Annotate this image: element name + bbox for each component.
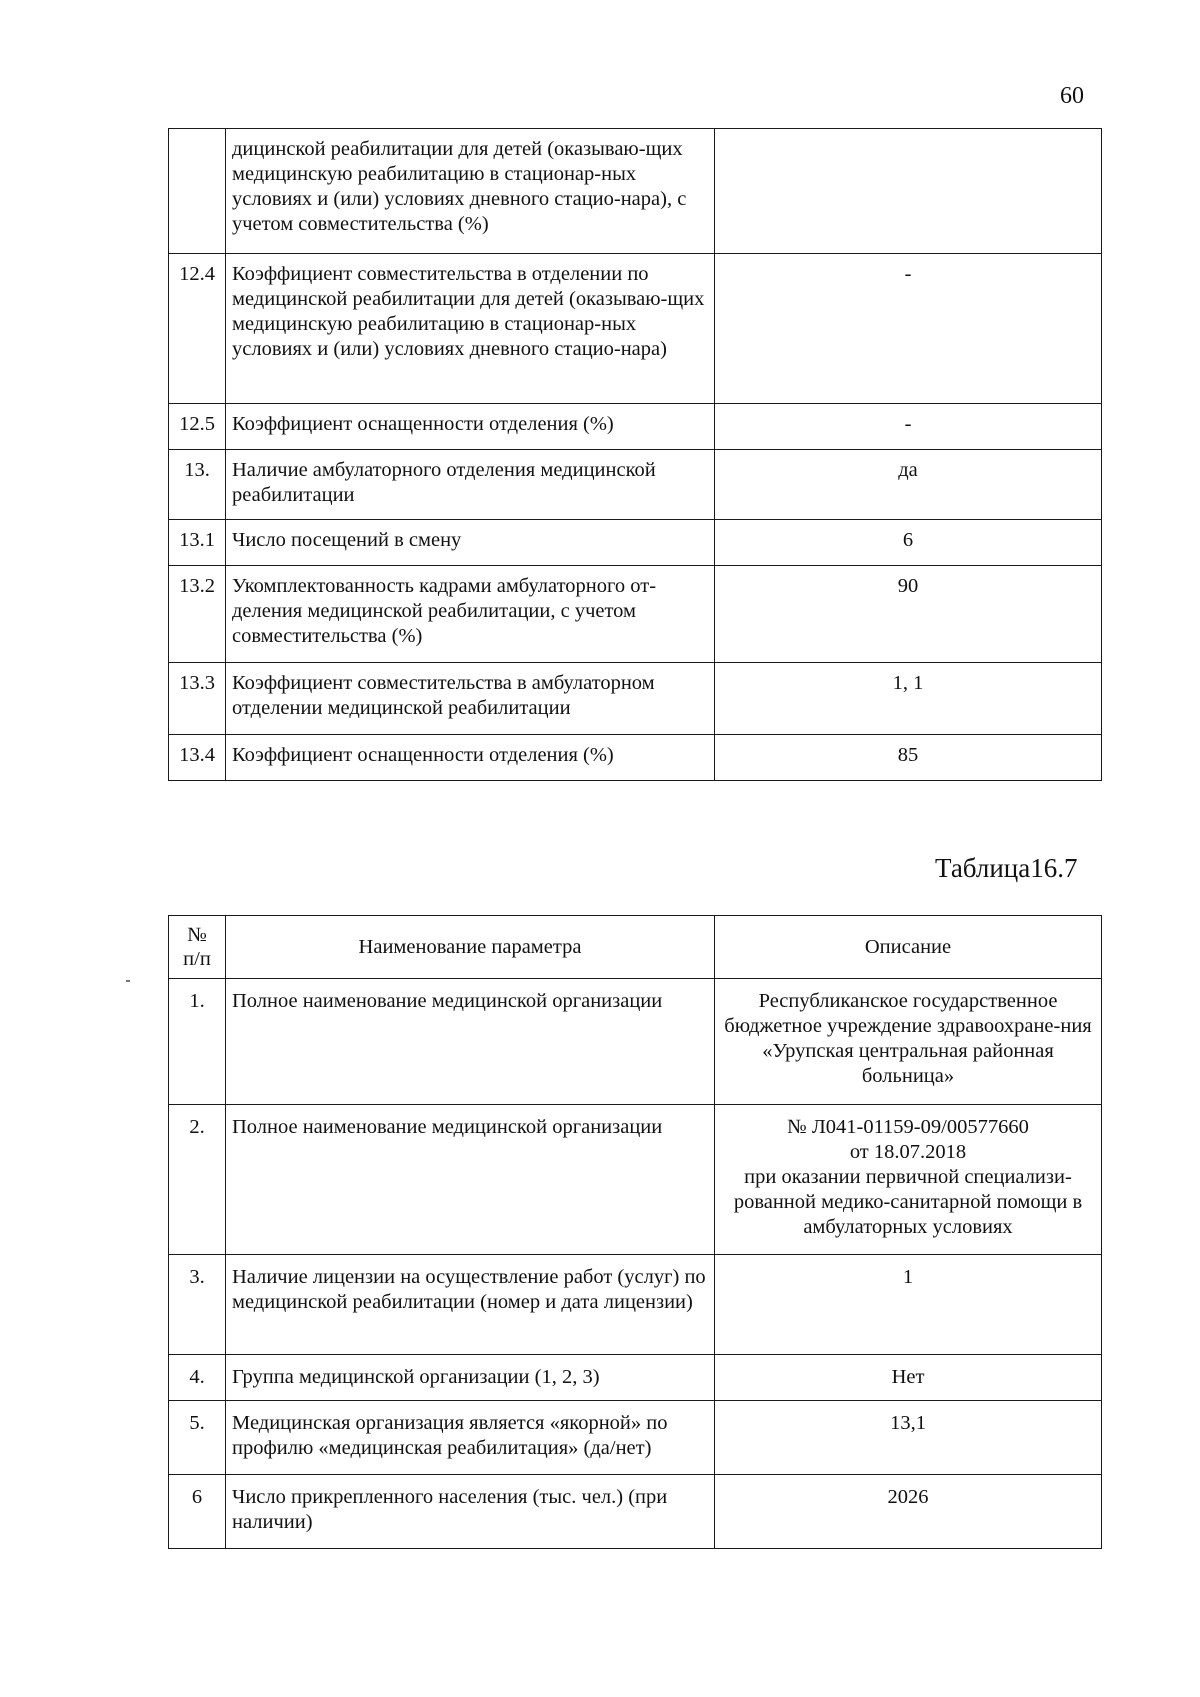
parameter-value: 13,1 (715, 1401, 1102, 1475)
row-number: 13.4 (169, 735, 226, 781)
parameter-value: 1 (715, 1255, 1102, 1355)
parameter-value: 6 (715, 520, 1102, 566)
parameter-name: Коэффициент оснащенности отделения (%) (226, 404, 715, 450)
parameter-value: Нет (715, 1355, 1102, 1401)
license-date: от 18.07.2018 (849, 1141, 967, 1163)
parameter-name: Коэффициент совместительства в амбулаторном отделении медицинской реабилитации (226, 663, 715, 735)
parameter-name: Полное наименование медицинской организации (226, 1105, 715, 1255)
parameter-name: дицинской реабилитации для детей (оказываю-щих медицинскую реабилитацию в стационар-ных условиях и (или) условиях дневного стацио-нара), с учетом совместительства (%) (226, 129, 715, 254)
parameter-value (715, 129, 1102, 254)
parameter-value: - (715, 254, 1102, 404)
row-number (169, 129, 226, 254)
parameter-name: Укомплектованность кадрами амбулаторного от-деления медицинской реабилитации, с учетом совместительства (%) (226, 566, 715, 663)
table-row (169, 735, 1102, 781)
table-row (169, 566, 1102, 663)
table-row (169, 1475, 1102, 1549)
row-number: 12.5 (169, 404, 226, 450)
table-header-row (169, 916, 1102, 979)
parameter-value (715, 1105, 1102, 1255)
column-header-number (169, 916, 226, 979)
parameter-value: 90 (715, 566, 1102, 663)
row-number: 1. (169, 979, 226, 1105)
header-item-abbrev: п/п (183, 948, 211, 970)
table-row (169, 129, 1102, 254)
column-header-parameter: Наименование параметра (226, 916, 715, 979)
table-caption: Таблица16.7 (935, 853, 1078, 883)
column-header-description: Описание (715, 916, 1102, 979)
continued-parameters-table (168, 128, 1102, 781)
table-row (169, 404, 1102, 450)
row-number: 13.2 (169, 566, 226, 663)
row-number: 2. (169, 1105, 226, 1255)
row-number: 5. (169, 1401, 226, 1475)
parameter-name: Коэффициент оснащенности отделения (%) (226, 735, 715, 781)
parameter-name: Наличие амбулаторного отделения медицинской реабилитации (226, 450, 715, 520)
row-number: 13.3 (169, 663, 226, 735)
parameter-name: Группа медицинской организации (1, 2, 3) (226, 1355, 715, 1401)
parameter-name: Число прикрепленного населения (тыс. чел.) (при наличии) (226, 1475, 715, 1549)
table-row (169, 450, 1102, 520)
parameter-name: Коэффициент совместительства в отделении по медицинской реабилитации для детей (оказываю-щих медицинскую реабилитацию в стационар-ных условиях и (или) условиях дневного стацио-нара) (226, 254, 715, 404)
table-row (169, 1401, 1102, 1475)
parameter-name: Наличие лицензии на осуществление работ (услуг) по медицинской реабилитации (номер и дата лицензии) (226, 1255, 715, 1355)
table-row (169, 663, 1102, 735)
table-row (169, 1255, 1102, 1355)
table-row (169, 979, 1102, 1105)
table-row (169, 1105, 1102, 1255)
table-row (169, 520, 1102, 566)
parameter-name: Полное наименование медицинской организации (226, 979, 715, 1105)
parameter-value: 2026 (715, 1475, 1102, 1549)
page-number: 60 (1060, 83, 1084, 109)
scan-speck (126, 980, 130, 982)
row-number: 3. (169, 1255, 226, 1355)
row-number: 6 (169, 1475, 226, 1549)
row-number: 13.1 (169, 520, 226, 566)
parameter-value: - (715, 404, 1102, 450)
parameter-name: Число посещений в смену (226, 520, 715, 566)
parameter-value: 85 (715, 735, 1102, 781)
license-scope: при оказании первичной специализи-рованной медико-санитарной помощи в амбулаторных условиях (733, 1166, 1083, 1238)
row-number: 4. (169, 1355, 226, 1401)
parameter-value: да (715, 450, 1102, 520)
row-number: 12.4 (169, 254, 226, 404)
table-row (169, 1355, 1102, 1401)
parameter-value: Республиканское государственное бюджетное учреждение здравоохране-ния «Урупская центральная районная больница» (715, 979, 1102, 1105)
license-number: № Л041-01159-09/00577660 (787, 1116, 1029, 1138)
table-row (169, 254, 1102, 404)
header-number-sign: № (187, 924, 207, 946)
parameter-value: 1, 1 (715, 663, 1102, 735)
parameter-name: Медицинская организация является «якорной» по профилю «медицинская реабилитация» (да/нет) (226, 1401, 715, 1475)
organization-parameters-table (168, 915, 1102, 1549)
row-number: 13. (169, 450, 226, 520)
